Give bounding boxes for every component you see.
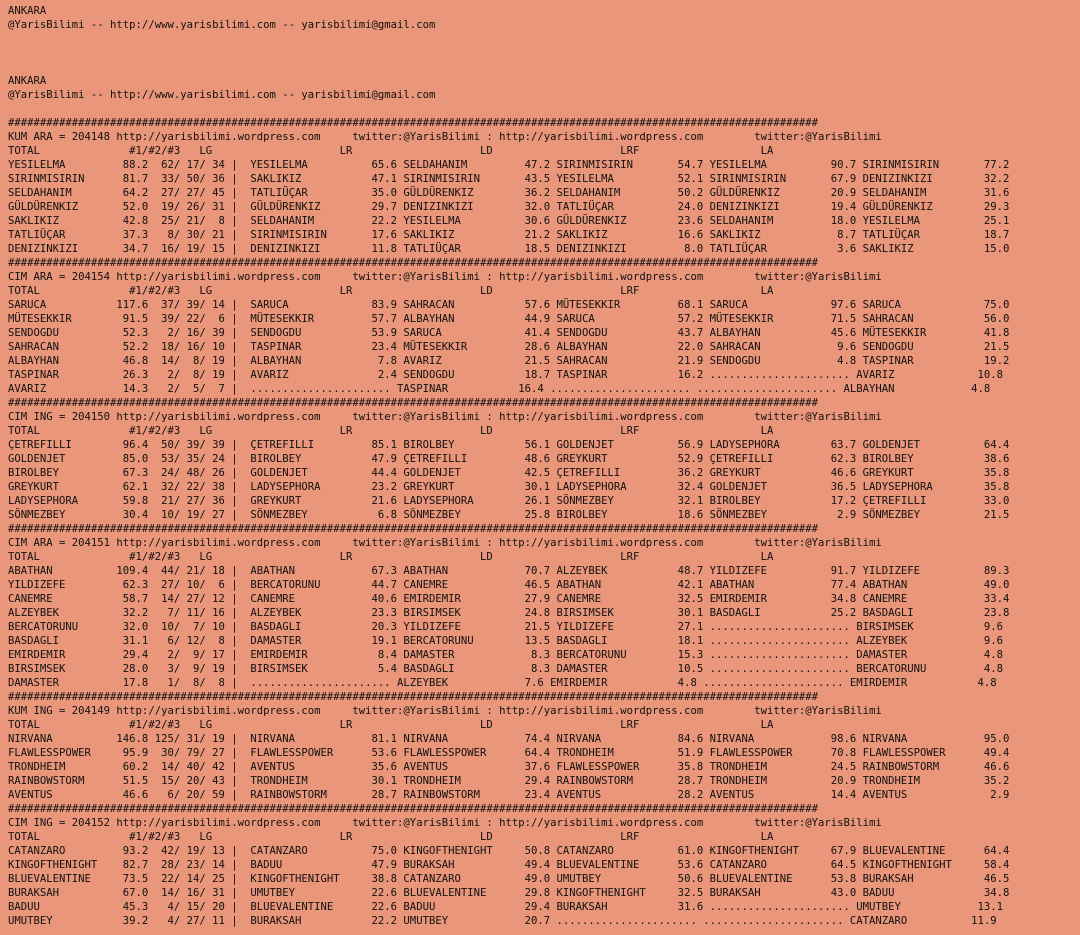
- text-line: SELDAHANIM 64.2 27/ 27/ 45 | TATLIÜÇAR 35.0 GÜLDÜRENKIZ 36.2 SELDAHANIM 50.2 GÜLDÜRENKIZ 20.9 SELDAHANIM 31.6: [8, 187, 1010, 199]
- text-line: CATANZARO 93.2 42/ 19/ 13 | CATANZARO 75.0 KINGOFTHENIGHT 50.8 CATANZARO 61.0 KINGOFTHENIGHT 67.9 BLUEVALENTINE 64.4: [8, 845, 1010, 857]
- text-line: SENDOGDU 52.3 2/ 16/ 39 | SENDOGDU 53.9 SARUCA 41.4 SENDOGDU 43.7 ALBAYHAN 45.6 MÜTESEKKIR 41.8: [8, 327, 1010, 339]
- text-line: SARUCA 117.6 37/ 39/ 14 | SARUCA 83.9 SAHRACAN 57.6 MÜTESEKKIR 68.1 SARUCA 97.6 SARUCA 75.0: [8, 299, 1010, 311]
- text-line: ###############################################################################################################################: [8, 117, 819, 129]
- text-line: TOTAL #1/#2/#3 LG LR LD LRF LA: [8, 551, 774, 563]
- text-line: CIM ING = 204152 http://yarisbilimi.wordpress.com twitter:@YarisBilimi : http://yarisbilimi.wordpress.com twitter:@YarisBilimi: [8, 817, 882, 829]
- text-line: [8, 46, 1080, 60]
- text-line: TOTAL #1/#2/#3 LG LR LD LRF LA: [8, 285, 774, 297]
- text-line: ÇETREFILLI 96.4 50/ 39/ 39 | ÇETREFILLI 85.1 BIROLBEY 56.1 GOLDENJET 56.9 LADYSEPHORA 63.7 GOLDENJET 64.4: [8, 439, 1010, 451]
- text-line: TOTAL #1/#2/#3 LG LR LD LRF LA: [8, 719, 774, 731]
- text-line: ###############################################################################################################################: [8, 523, 819, 535]
- text-line: AVENTUS 46.6 6/ 20/ 59 | RAINBOWSTORM 28.7 RAINBOWSTORM 23.4 AVENTUS 28.2 AVENTUS 14.4 AVENTUS 2.9: [8, 789, 1010, 801]
- text-line: BASDAGLI 31.1 6/ 12/ 8 | DAMASTER 19.1 BERCATORUNU 13.5 BASDAGLI 18.1 ...................... ALZEYBEK 9.6: [8, 635, 1003, 647]
- text-line: TATLIÜÇAR 37.3 8/ 30/ 21 | SIRINMISIRIN 17.6 SAKLIKIZ 21.2 SAKLIKIZ 16.6 SAKLIKIZ 8.7 TATLIÜÇAR 18.7: [8, 229, 1010, 241]
- text-line: BERCATORUNU 32.0 10/ 7/ 10 | BASDAGLI 20.3 YILDIZEFE 21.5 YILDIZEFE 27.1 ...................... BIRSIMSEK 9.6: [8, 621, 1003, 633]
- text-line: DENIZINKIZI 34.7 16/ 19/ 15 | DENIZINKIZI 11.8 TATLIÜÇAR 18.5 DENIZINKIZI 8.0 TATLIÜÇAR 3.6 SAKLIKIZ 15.0: [8, 243, 1010, 255]
- text-line: BLUEVALENTINE 73.5 22/ 14/ 25 | KINGOFTHENIGHT 38.8 CATANZARO 49.0 UMUTBEY 50.6 BLUEVALENTINE 53.8 BURAKSAH 46.5: [8, 873, 1010, 885]
- text-line: GOLDENJET 85.0 53/ 35/ 24 | BIROLBEY 47.9 ÇETREFILLI 48.6 GREYKURT 52.9 ÇETREFILLI 62.3 BIROLBEY 38.6: [8, 453, 1010, 465]
- text-line: @YarisBilimi -- http://www.yarisbilimi.com -- yarisbilimi@gmail.com: [8, 89, 436, 101]
- text-line: EMIRDEMIR 29.4 2/ 9/ 17 | EMIRDEMIR 8.4 DAMASTER 8.3 BERCATORUNU 15.3 ...................... DAMASTER 4.8: [8, 649, 1003, 661]
- text-line: SIRINMISIRIN 81.7 33/ 50/ 36 | SAKLIKIZ 47.1 SIRINMISIRIN 43.5 YESILELMA 52.1 SIRINMISIRIN 67.9 DENIZINKIZI 32.2: [8, 173, 1010, 185]
- text-line: ABATHAN 109.4 44/ 21/ 18 | ABATHAN 67.3 ABATHAN 70.7 ALZEYBEK 48.7 YILDIZEFE 91.7 YILDIZEFE 89.3: [8, 565, 1010, 577]
- text-line: BADUU 45.3 4/ 15/ 20 | BLUEVALENTINE 22.6 BADUU 29.4 BURAKSAH 31.6 ...................... UMUTBEY 13.1: [8, 901, 1003, 913]
- text-line: AVARIZ 14.3 2/ 5/ 7 | ...................... TASPINAR 16.4 ...................... ...................... ALBAYHAN 4.8: [8, 383, 991, 395]
- text-line: UMUTBEY 39.2 4/ 27/ 11 | BURAKSAH 22.2 UMUTBEY 20.7 ...................... ...................... CATANZARO 11.9: [8, 915, 997, 927]
- text-line: NIRVANA 146.8 125/ 31/ 19 | NIRVANA 81.1 NIRVANA 74.4 NIRVANA 84.6 NIRVANA 98.6 NIRVANA 95.0: [8, 733, 1010, 745]
- text-line: ALBAYHAN 46.8 14/ 8/ 19 | ALBAYHAN 7.8 AVARIZ 21.5 SAHRACAN 21.9 SENDOGDU 4.8 TASPINAR 19.2: [8, 355, 1010, 367]
- text-line: KUM ING = 204149 http://yarisbilimi.wordpress.com twitter:@YarisBilimi : http://yarisbilimi.wordpress.com twitter:@YarisBilimi: [8, 705, 882, 717]
- text-line: ANKARA: [8, 75, 47, 87]
- text-line: ###############################################################################################################################: [8, 803, 819, 815]
- text-line: GÜLDÜRENKIZ 52.0 19/ 26/ 31 | GÜLDÜRENKIZ 29.7 DENIZINKIZI 32.0 TATLIÜÇAR 24.0 DENIZINKIZI 19.4 GÜLDÜRENKIZ 29.3: [8, 201, 1010, 213]
- text-line: @YarisBilimi -- http://www.yarisbilimi.com -- yarisbilimi@gmail.com: [8, 19, 436, 31]
- text-line: CIM ARA = 204151 http://yarisbilimi.wordpress.com twitter:@YarisBilimi : http://yarisbilimi.wordpress.com twitter:@YarisBilimi: [8, 537, 882, 549]
- text-line: TOTAL #1/#2/#3 LG LR LD LRF LA: [8, 425, 774, 437]
- text-line: [8, 32, 1080, 46]
- text-line: KUM ARA = 204148 http://yarisbilimi.wordpress.com twitter:@YarisBilimi : http://yarisbilimi.wordpress.com twitter:@YarisBilimi: [8, 131, 882, 143]
- text-line: CIM ING = 204150 http://yarisbilimi.wordpress.com twitter:@YarisBilimi : http://yarisbilimi.wordpress.com twitter:@YarisBilimi: [8, 411, 882, 423]
- text-line: ANKARA: [8, 5, 47, 17]
- text-line: ###############################################################################################################################: [8, 691, 819, 703]
- text-line: FLAWLESSPOWER 95.9 30/ 79/ 27 | FLAWLESSPOWER 53.6 FLAWLESSPOWER 64.4 TRONDHEIM 51.9 FLAWLESSPOWER 70.8 FLAWLESSPOWER 49.4: [8, 747, 1010, 759]
- text-line: DAMASTER 17.8 1/ 8/ 8 | ...................... ALZEYBEK 7.6 EMIRDEMIR 4.8 ...................... EMIRDEMIR 4.8: [8, 677, 997, 689]
- text-line: CIM ARA = 204154 http://yarisbilimi.wordpress.com twitter:@YarisBilimi : http://yarisbilimi.wordpress.com twitter:@YarisBilimi: [8, 271, 882, 283]
- text-line: BURAKSAH 67.0 14/ 16/ 31 | UMUTBEY 22.6 BLUEVALENTINE 29.8 KINGOFTHENIGHT 32.5 BURAKSAH 43.0 BADUU 34.8: [8, 887, 1010, 899]
- text-line: KINGOFTHENIGHT 82.7 28/ 23/ 14 | BADUU 47.9 BURAKSAH 49.4 BLUEVALENTINE 53.6 CATANZARO 64.5 KINGOFTHENIGHT 58.4: [8, 859, 1010, 871]
- text-line: SÖNMEZBEY 30.4 10/ 19/ 27 | SÖNMEZBEY 6.8 SÖNMEZBEY 25.8 BIROLBEY 18.6 SÖNMEZBEY 2.9 SÖNMEZBEY 21.5: [8, 509, 1010, 521]
- text-line: SAKLIKIZ 42.8 25/ 21/ 8 | SELDAHANIM 22.2 YESILELMA 30.6 GÜLDÜRENKIZ 23.6 SELDAHANIM 18.0 YESILELMA 25.1: [8, 215, 1010, 227]
- text-line: TOTAL #1/#2/#3 LG LR LD LRF LA: [8, 145, 774, 157]
- text-line: TOTAL #1/#2/#3 LG LR LD LRF LA: [8, 831, 774, 843]
- text-line: MÜTESEKKIR 91.5 39/ 22/ 6 | MÜTESEKKIR 57.7 ALBAYHAN 44.9 SARUCA 57.2 MÜTESEKKIR 71.5 SAHRACAN 56.0: [8, 313, 1010, 325]
- text-line: BIRSIMSEK 28.0 3/ 9/ 19 | BIRSIMSEK 5.4 BASDAGLI 8.3 DAMASTER 10.5 ...................... BERCATORUNU 4.8: [8, 663, 1003, 675]
- text-line: GREYKURT 62.1 32/ 22/ 38 | LADYSEPHORA 23.2 GREYKURT 30.1 LADYSEPHORA 32.4 GOLDENJET 36.5 LADYSEPHORA 35.8: [8, 481, 1010, 493]
- text-line: [8, 60, 1080, 74]
- text-line: [8, 102, 1080, 116]
- text-line: ###############################################################################################################################: [8, 397, 819, 409]
- text-line: CANEMRE 58.7 14/ 27/ 12 | CANEMRE 40.6 EMIRDEMIR 27.9 CANEMRE 32.5 EMIRDEMIR 34.8 CANEMRE 33.4: [8, 593, 1010, 605]
- text-line: LADYSEPHORA 59.8 21/ 27/ 36 | GREYKURT 21.6 LADYSEPHORA 26.1 SÖNMEZBEY 32.1 BIROLBEY 17.2 ÇETREFILLI 33.0: [8, 495, 1010, 507]
- text-line: TRONDHEIM 60.2 14/ 40/ 42 | AVENTUS 35.6 AVENTUS 37.6 FLAWLESSPOWER 35.8 TRONDHEIM 24.5 RAINBOWSTORM 46.6: [8, 761, 1010, 773]
- text-line: ALZEYBEK 32.2 7/ 11/ 16 | ALZEYBEK 23.3 BIRSIMSEK 24.8 BIRSIMSEK 30.1 BASDAGLI 25.2 BASDAGLI 23.8: [8, 607, 1010, 619]
- text-line: ###############################################################################################################################: [8, 257, 819, 269]
- text-line: YILDIZEFE 62.3 27/ 10/ 6 | BERCATORUNU 44.7 CANEMRE 46.5 ABATHAN 42.1 ABATHAN 77.4 ABATHAN 49.0: [8, 579, 1010, 591]
- text-line: YESILELMA 88.2 62/ 17/ 34 | YESILELMA 65.6 SELDAHANIM 47.2 SIRINMISIRIN 54.7 YESILELMA 90.7 SIRINMISIRIN 77.2: [8, 159, 1010, 171]
- text-line: SAHRACAN 52.2 18/ 16/ 10 | TASPINAR 23.4 MÜTESEKKIR 28.6 ALBAYHAN 22.0 SAHRACAN 9.6 SENDOGDU 21.5: [8, 341, 1010, 353]
- text-line: TASPINAR 26.3 2/ 8/ 19 | AVARIZ 2.4 SENDOGDU 18.7 TASPINAR 16.2 ...................... AVARIZ 10.8: [8, 369, 1003, 381]
- text-line: BIROLBEY 67.3 24/ 48/ 26 | GOLDENJET 44.4 GOLDENJET 42.5 ÇETREFILLI 36.2 GREYKURT 46.6 GREYKURT 35.8: [8, 467, 1010, 479]
- text-line: RAINBOWSTORM 51.5 15/ 20/ 43 | TRONDHEIM 30.1 TRONDHEIM 29.4 RAINBOWSTORM 28.7 TRONDHEIM 20.9 TRONDHEIM 35.2: [8, 775, 1010, 787]
